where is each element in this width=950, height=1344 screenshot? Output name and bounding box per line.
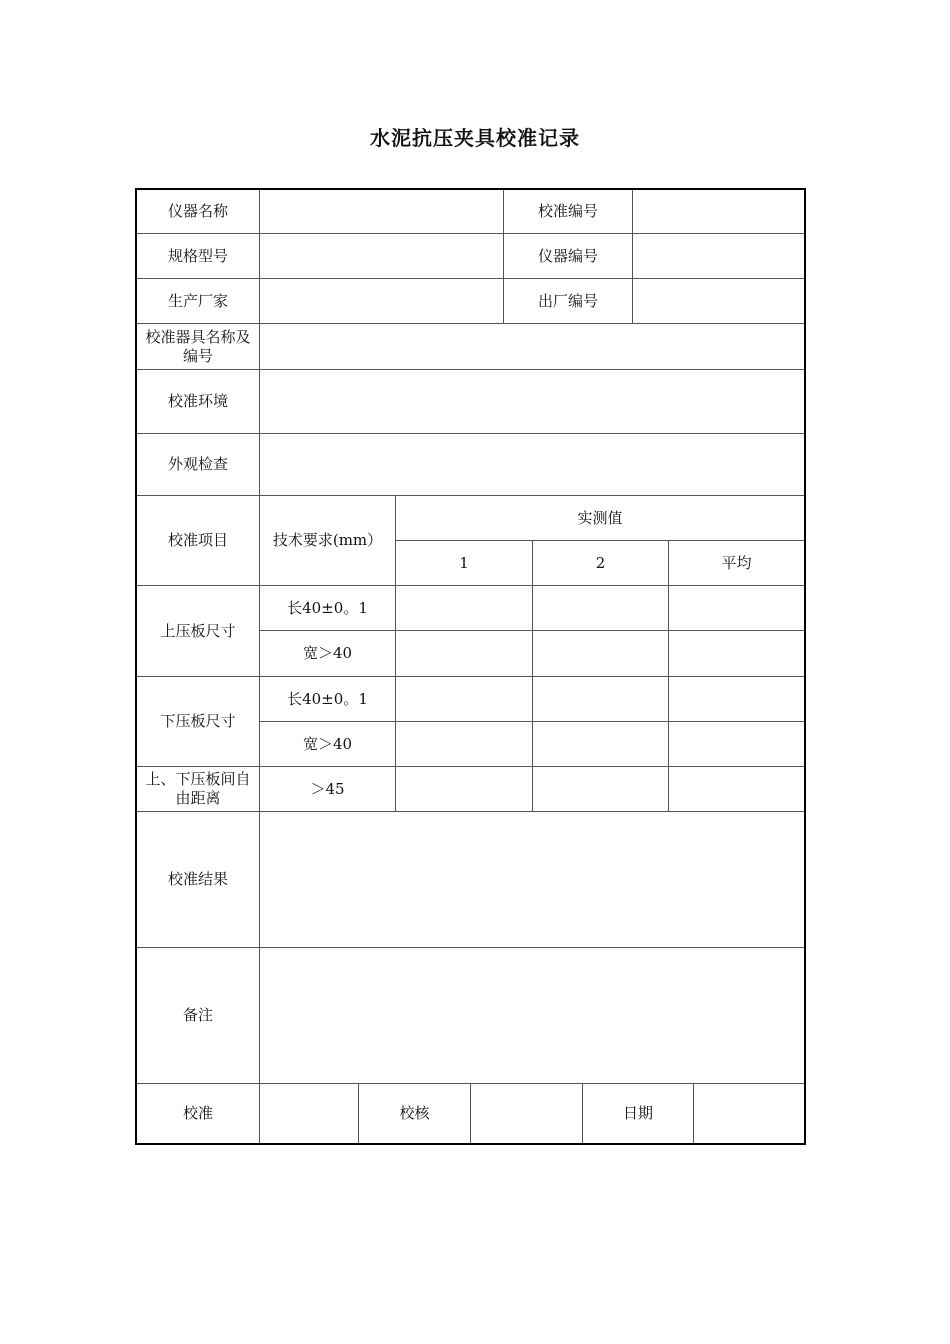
label-lower-plate: 下压板尺寸 xyxy=(160,712,236,730)
field-manufacturer[interactable] xyxy=(260,279,503,323)
label-result: 校准结果 xyxy=(167,870,228,888)
req-lower-width: 宽＞40 xyxy=(302,734,353,753)
field-instrument-no[interactable] xyxy=(633,234,804,278)
req-plate-gap: ＞45 xyxy=(310,779,345,798)
document-title: 水泥抗压夹具校准记录 xyxy=(370,126,580,150)
field-result[interactable] xyxy=(260,812,804,947)
field-environment[interactable] xyxy=(260,370,804,433)
field-remarks[interactable] xyxy=(260,948,804,1083)
field-checker[interactable] xyxy=(471,1084,582,1143)
header-col-2: 2 xyxy=(595,553,606,572)
field-calibration-no[interactable] xyxy=(633,190,804,233)
label-appearance: 外观检查 xyxy=(167,455,228,473)
label-manufacturer: 生产厂家 xyxy=(167,291,228,310)
label-checker: 校核 xyxy=(399,1104,430,1122)
label-factory-no: 出厂编号 xyxy=(537,291,598,310)
header-col-1: 1 xyxy=(459,553,469,572)
calibration-form xyxy=(135,188,806,1145)
field-date[interactable] xyxy=(694,1084,804,1143)
req-upper-length: 长40±0。1 xyxy=(287,598,368,617)
field-spec-model[interactable] xyxy=(260,234,503,278)
req-lower-length: 长40±0。1 xyxy=(287,689,368,708)
label-calibration-tools: 校准器具名称及编号 xyxy=(145,327,251,365)
field-instrument-name[interactable] xyxy=(260,190,503,233)
label-environment: 校准环境 xyxy=(167,392,228,410)
req-upper-width: 宽＞40 xyxy=(302,644,353,662)
header-calibration-item: 校准项目 xyxy=(167,531,228,549)
label-remarks: 备注 xyxy=(182,1006,213,1024)
label-date: 日期 xyxy=(622,1104,653,1122)
header-average: 平均 xyxy=(721,553,752,572)
label-calibrator: 校准 xyxy=(182,1104,213,1122)
header-tech-requirement: 技术要求(mm） xyxy=(272,531,383,549)
field-factory-no[interactable] xyxy=(633,279,804,323)
field-appearance[interactable] xyxy=(260,434,804,495)
field-calibration-tools[interactable] xyxy=(260,324,804,369)
field-calibrator[interactable] xyxy=(260,1084,358,1143)
header-measured-values: 实测值 xyxy=(577,508,623,527)
label-calibration-no: 校准编号 xyxy=(537,202,598,220)
label-instrument-name: 仪器名称 xyxy=(167,202,228,220)
label-plate-gap: 上、下压板间自由距离 xyxy=(145,770,251,807)
label-instrument-no: 仪器编号 xyxy=(537,246,598,265)
label-spec-model: 规格型号 xyxy=(167,246,228,265)
label-upper-plate: 上压板尺寸 xyxy=(160,621,236,640)
